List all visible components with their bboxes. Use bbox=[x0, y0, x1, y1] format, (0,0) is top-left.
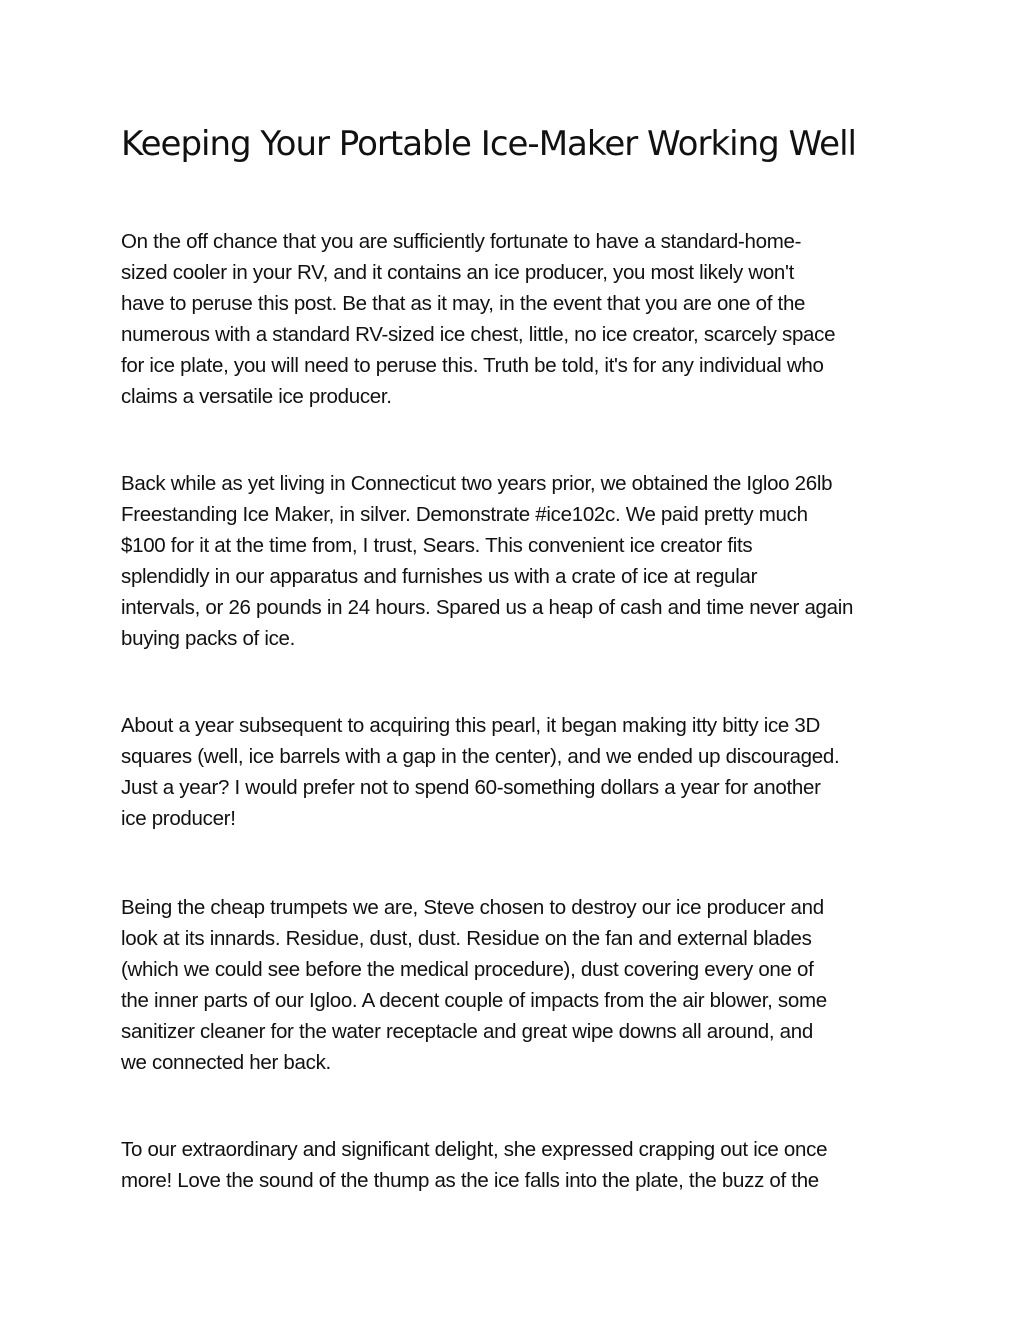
paragraph-line: for ice plate, you will need to peruse this. Truth be told, it's for any individual who bbox=[121, 354, 824, 377]
paragraph-line: more! Love the sound of the thump as the ice falls into the plate, the buzz of the bbox=[121, 1169, 819, 1192]
paragraph-line: On the off chance that you are sufficiently fortunate to have a standard-home- bbox=[121, 230, 802, 253]
paragraph-2 bbox=[121, 468, 911, 654]
paragraph-5 bbox=[121, 1134, 911, 1196]
paragraph-line: squares (well, ice barrels with a gap in the center), and we ended up discouraged. bbox=[121, 745, 840, 768]
paragraph-line: numerous with a standard RV-sized ice chest, little, no ice creator, scarcely space bbox=[121, 323, 836, 346]
paragraph-line: claims a versatile ice producer. bbox=[121, 385, 392, 408]
paragraph-line: sized cooler in your RV, and it contains an ice producer, you most likely won't bbox=[121, 261, 795, 284]
paragraph-line: Just a year? I would prefer not to spend 60-something dollars a year for another bbox=[121, 776, 821, 799]
paragraph-line: look at its innards. Residue, dust, dust. Residue on the fan and external blades bbox=[121, 927, 812, 950]
paragraph-line: ice producer! bbox=[121, 807, 236, 830]
paragraph-line: have to peruse this post. Be that as it may, in the event that you are one of the bbox=[121, 292, 806, 315]
document-title: Keeping Your Portable Ice-Maker Working Well bbox=[121, 124, 856, 164]
paragraph-line: Back while as yet living in Connecticut two years prior, we obtained the Igloo 26lb bbox=[121, 472, 833, 495]
paragraph-line: To our extraordinary and significant delight, she expressed crapping out ice once bbox=[121, 1138, 828, 1161]
paragraph-line: splendidly in our apparatus and furnishes us with a crate of ice at regular bbox=[121, 565, 758, 588]
paragraph-line: intervals, or 26 pounds in 24 hours. Spared us a heap of cash and time never again bbox=[121, 596, 854, 619]
paragraph-line: Being the cheap trumpets we are, Steve chosen to destroy our ice producer and bbox=[121, 896, 824, 919]
paragraph-line: we connected her back. bbox=[121, 1051, 331, 1074]
paragraph-line: $100 for it at the time from, I trust, Sears. This convenient ice creator fits bbox=[121, 534, 753, 557]
paragraph-line: the inner parts of our Igloo. A decent couple of impacts from the air blower, some bbox=[121, 989, 827, 1012]
paragraph-line: Freestanding Ice Maker, in silver. Demonstrate #ice102c. We paid pretty much bbox=[121, 503, 808, 526]
paragraph-1 bbox=[121, 226, 911, 412]
paragraph-line: About a year subsequent to acquiring this pearl, it began making itty bitty ice 3D bbox=[121, 714, 821, 737]
paragraph-3 bbox=[121, 710, 911, 834]
paragraph-line: buying packs of ice. bbox=[121, 627, 296, 650]
paragraph-line: (which we could see before the medical procedure), dust covering every one of bbox=[121, 958, 814, 981]
paragraph-4 bbox=[121, 892, 911, 1078]
paragraph-line: sanitizer cleaner for the water receptacle and great wipe downs all around, and bbox=[121, 1020, 813, 1043]
